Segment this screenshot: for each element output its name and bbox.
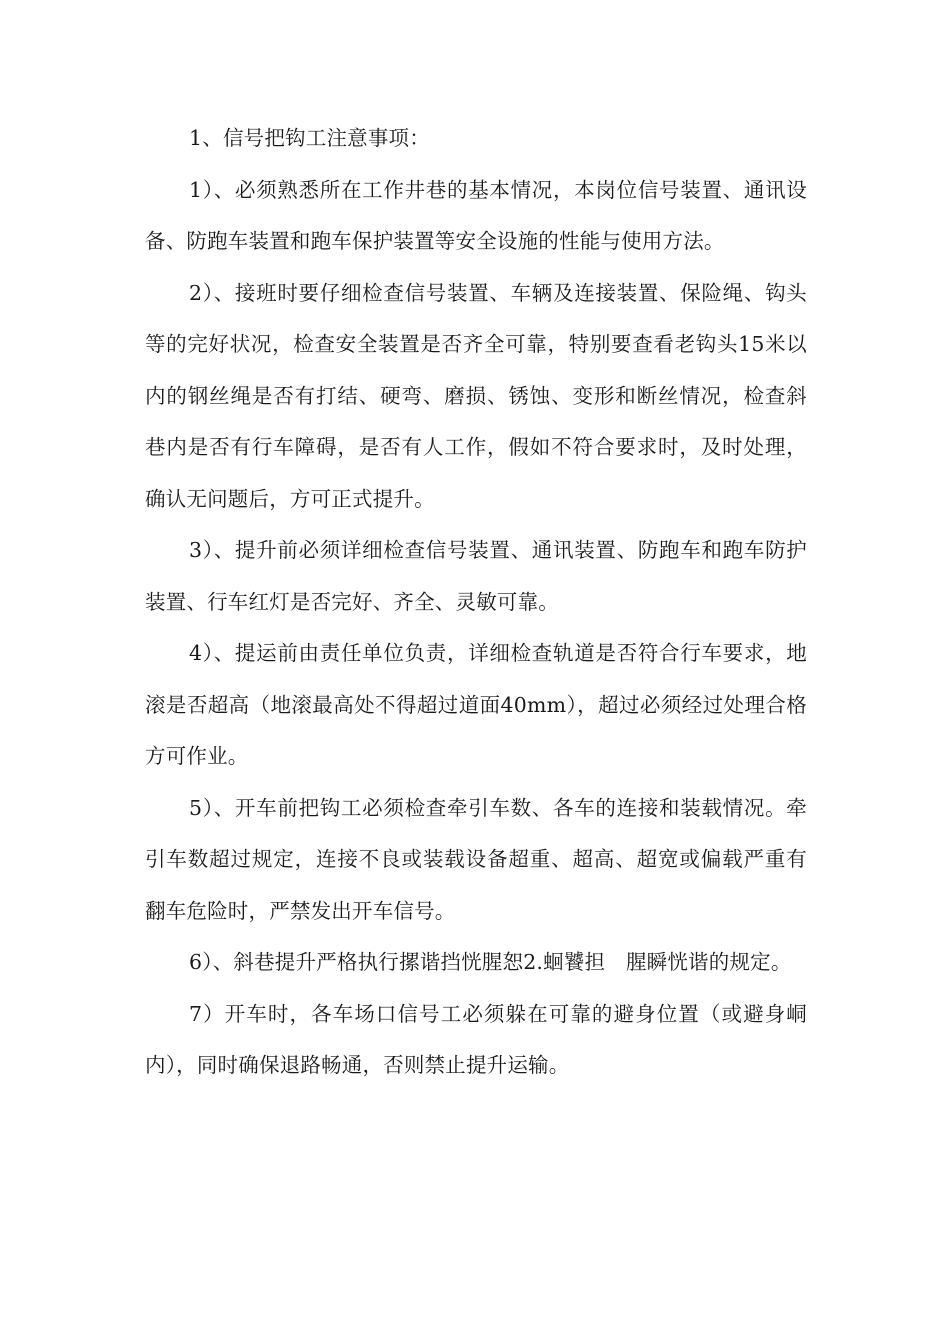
- paragraph-item-5: 5）、开车前把钩工必须检查牵引车数、各车的连接和装载情况。牵引车数超过规定，连接不良或装载设备超重、超高、超宽或偏载严重有翻车危险时，严禁发出开车信号。: [145, 795, 807, 923]
- section-heading: 1、信号把钩工注意事项：: [189, 126, 430, 150]
- paragraph-item-1: 1）、必须熟悉所在工作井巷的基本情况，本岗位信号装置、通讯设备、防跑车装置和跑车保护装置等安全设施的性能与使用方法。: [145, 177, 807, 253]
- paragraph-item-6: 6）、斜巷提升严格执行摞谐挡恍腥恕2.蛔饕担 腥瞬恍谐的规定。: [189, 950, 792, 974]
- paragraph-item-3: 3）、提升前必须详细检查信号装置、通讯装置、防跑车和跑车防护装置、行车红灯是否完好、齐全、灵敏可靠。: [145, 538, 807, 614]
- paragraph-item-7: 7）开车时，各车场口信号工必须躲在可靠的避身位置（或避身峒内），同时确保退路畅通，否则禁止提升运输。: [145, 1001, 807, 1077]
- paragraph-item-4: 4）、提运前由责任单位负责，详细检查轨道是否符合行车要求，地滚是否超高（地滚最高处不得超过道面40mm），超过必须经过处理合格方可作业。: [145, 641, 807, 768]
- document-body: [145, 113, 807, 1092]
- paragraph-item-2: 2）、接班时要仔细检查信号装置、车辆及连接装置、保险绳、钩头等的完好状况，检查安全装置是否齐全可靠，特别要查看老钩头15米以内的钢丝绳是否有打结、硬弯、磨损、锈蚀、变形和断丝情况，检查斜巷内是否有行车障碍，是否有人工作，假如不符合要求时，及时处理，确认无问题后，方可正式提升。: [145, 280, 807, 511]
